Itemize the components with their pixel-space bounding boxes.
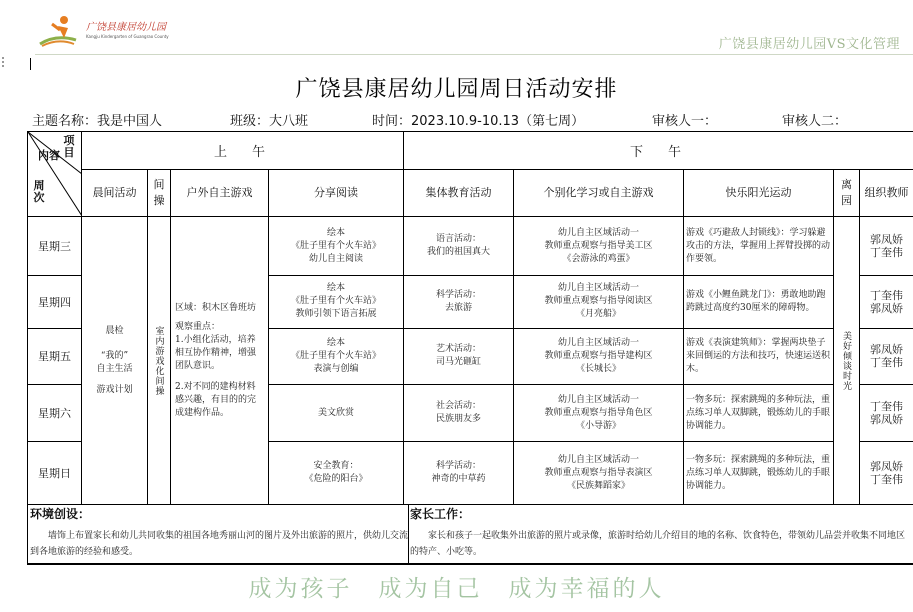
edu-cell: 语言活动： 我们的祖国真大 [404,217,514,276]
day-label: 星期日 [28,442,82,505]
sport-cell: 一物多玩：探索跳绳的多种玩法，重点练习单人双脚跳，锻炼幼儿的手眼协调能力。 [684,385,834,442]
meta-class: 班级：大八班 [230,114,309,129]
kindergarten-logo [38,12,178,50]
section-afternoon: 下 午 [404,132,913,170]
meta-time: 时间：2023.10.9-10.13（第七周） [372,114,585,129]
col-teachers: 组织教师 [860,169,913,217]
outdoor-game-cell: 区域：积木区鲁班坊 观察重点： 1.小组化活动，培养相互协作精神，增强团队意识。 2.对不同的建构材料感兴趣，有目的的完成建构作品。 [171,217,269,505]
col-exercise: 间操 [148,169,171,217]
header-right-title: 广饶县康居幼儿园VS文化管理 [718,37,900,52]
teachers-cell: 郭凤娇 丁奎伟 [860,442,913,505]
individual-cell: 幼儿自主区域活动一 教师重点观察与指导美工区 《会游泳的鸡蛋》 [514,217,684,276]
home-work-heading: 家长工作： [410,507,471,521]
exercise-cell: 室内游戏化间操 [148,217,171,505]
individual-cell: 幼儿自主区域活动一 教师重点观察与指导角色区 《小导游》 [514,385,684,442]
text-cursor [30,58,31,70]
footer-slogan: 成为孩子 成为自己 成为幸福的人 [248,576,665,602]
ruler-dots [2,57,4,69]
individual-cell: 幼儿自主区域活动一 教师重点观察与指导建构区 《长城长》 [514,328,684,385]
environment-section [27,505,409,565]
sport-cell: 游戏《表演建筑师》：掌握两块垫子来回倒运的方法和技巧，快速运送积木。 [684,328,834,385]
schedule-table [27,131,913,505]
day-label: 星期五 [28,328,82,385]
reading-cell: 绘本 《肚子里有个火车站》 表演与创编 [269,328,404,385]
page-header [0,0,913,62]
edu-cell: 科学活动： 神奇的中草药 [404,442,514,505]
individual-cell: 幼儿自主区域活动一 教师重点观察与指导阅读区 《月亮船》 [514,275,684,328]
col-reading: 分享阅读 [269,169,404,217]
morning-activity-cell: 晨检 “我的” 自主生活 游戏计划 [82,217,148,505]
meta-reviewer-1: 审核人一： [652,114,718,129]
page-title: 广饶县康居幼儿园周日活动安排 [295,77,618,102]
edu-cell: 科学活动： 去旅游 [404,275,514,328]
reading-cell: 美文欣赏 [269,385,404,442]
meta-theme: 主题名称：我是中国人 [32,114,163,129]
col-individual-learning: 个别化学习或自主游戏 [514,169,684,217]
environment-text: 墙饰上布置家长和幼儿共同收集的祖国各地秀丽山河的图片及外出旅游的照片，供幼儿交流到各地旅游的经验和感受。 [30,531,409,557]
logo-english-text: Kangju Kindergarten of Guangrao County [86,34,169,39]
leave-cell: 美好倾谈时光 [834,217,860,505]
teachers-cell: 丁奎伟 郭凤娇 [860,385,913,442]
edu-cell: 艺术活动： 司马光砸缸 [404,328,514,385]
day-label: 星期四 [28,275,82,328]
sport-cell: 游戏《巧避敌人封锁线》：学习躲避攻击的方法，掌握用上挥臂投掷的动作要领。 [684,217,834,276]
corner-content-label: 内容 [38,149,60,162]
header-divider [35,54,913,55]
sport-cell: 游戏《小鲤鱼跳龙门》：勇敢地助跑跨跳过高度约30厘米的障碍物。 [684,275,834,328]
home-work-section [408,505,913,565]
teachers-cell: 郭凤娇 丁奎伟 [860,217,913,276]
individual-cell: 幼儿自主区域活动一 教师重点观察与指导表演区 《民族舞蹈家》 [514,442,684,505]
col-sunshine-sport: 快乐阳光运动 [684,169,834,217]
col-outdoor-game: 户外自主游戏 [171,169,269,217]
table-row [28,217,913,276]
col-collective-edu: 集体教育活动 [404,169,514,217]
sport-cell: 一物多玩：探索跳绳的多种玩法，重点练习单人双脚跳，锻炼幼儿的手眼协调能力。 [684,442,834,505]
col-morning-activity: 晨间活动 [82,169,148,217]
reading-cell: 绘本 《肚子里有个火车站》 幼儿自主阅读 [269,217,404,276]
section-morning: 上 午 [82,132,404,170]
teachers-cell: 丁奎伟 郭凤娇 [860,275,913,328]
logo-mark-icon [38,14,78,48]
logo-chinese-text: 广饶县康居幼儿园 [86,22,166,33]
day-label: 星期六 [28,385,82,442]
corner-week-label: 周次 [33,179,45,204]
corner-cell [28,132,82,217]
home-work-text: 家长和孩子一起收集外出旅游的照片或录像，旅游时给幼儿介绍目的地的名称、饮食特色，带领幼儿品尝并收集不同地区的特产、小吃等。 [410,531,906,557]
teachers-cell: 郭凤娇 丁奎伟 [860,328,913,385]
reading-cell: 安全教育： 《危险的阳台》 [269,442,404,505]
edu-cell: 社会活动： 民族朋友多 [404,385,514,442]
day-label: 星期三 [28,217,82,276]
meta-reviewer-2: 审核人二： [782,114,848,129]
reading-cell: 绘本 《肚子里有个火车站》 教师引领下语言拓展 [269,275,404,328]
environment-heading: 环境创设： [30,507,91,521]
col-leave: 离园 [834,169,860,217]
corner-item-label: 项目 [63,134,75,159]
